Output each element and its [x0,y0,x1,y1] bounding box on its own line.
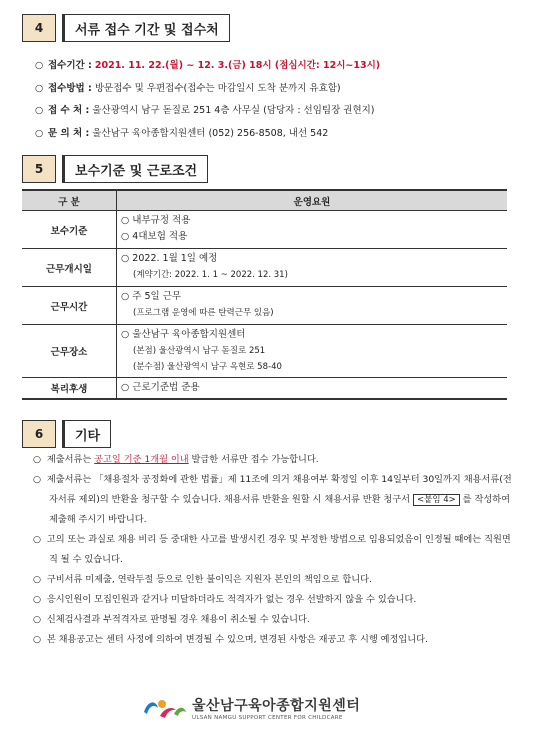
list-item: ○ 접수방법 : 방문접수 및 우편접수(접수는 마감일시 도착 분까지 유효함) [35,78,380,101]
circle-bullet-icon: ○ [35,82,44,94]
table-row: 복리후생 ○ 근로기준법 준용 [22,378,507,400]
section-number: 4 [22,14,56,42]
list-item: ○ 고의 또는 과실로 채용 비리 등 중대한 사고를 발생시킨 경우 및 부정한 방법으로 임용되었음이 인정될 때에는 직원면직 될 수 있습니다. [33,534,511,565]
list-item: ○ 제출서류는 공고일 기준 1개월 이내 발급한 서류만 접수 가능합니다. [33,454,319,465]
section-title: 기타 [62,420,111,448]
section-number: 5 [22,155,56,183]
circle-bullet-icon: ○ [35,105,44,116]
list-item: ○ 접수기간 : 2021. 11. 22.(월) ~ 12. 3.(금) 18시 (점심시간: 12시~13시) [35,55,380,78]
circle-bullet-icon: ○ [35,60,44,71]
section-4-header [22,14,230,42]
list-item: ○ 신체검사결과 부적격자로 판명될 경우 채용이 취소될 수 있습니다. [33,614,310,625]
section-title: 보수기준 및 근로조건 [62,155,208,183]
circle-bullet-icon: ○ [35,127,44,139]
column-header: 운영요원 [117,190,508,211]
row-category: 복리후생 [22,378,117,400]
list-item: ○ 문 의 처 : 울산남구 육아종합지원센터 (052) 256-8508, 내선 542 [35,123,380,146]
section-6-header [22,420,111,448]
table-row: 보수기준 ○ 내부규정 적용 ○ 4대보험 적용 [22,211,507,249]
section-title: 서류 접수 기간 및 접수처 [62,14,230,42]
table-row: 근무시간 ○ 주 5일 근무 (프로그램 운영에 따른 탄력근무 있음) [22,287,507,325]
list-item: ○ 응시인원이 모집인원과 같거나 미달하더라도 적격자가 없는 경우 선발하지 않을 수 있습니다. [33,594,417,605]
section-5-header [22,155,208,183]
conditions-table [22,189,507,400]
section-number: 6 [22,420,56,448]
column-header: 구 분 [22,190,117,211]
notes-list [33,450,513,650]
center-logo [140,695,360,721]
list-item: ○ 접 수 처 : 울산광역시 남구 돋질로 251 4층 사무실 (담당자 : 선임팀장 권현지) [35,100,380,123]
table-header-row [22,190,507,211]
center-name: 울산남구육아종합지원센터 [192,698,361,714]
center-logo-icon [140,696,188,720]
row-category: 근무개시일 [22,249,117,287]
list-item: ○ 제출서류는 「채용절차 공정화에 관한 법률」제 11조에 의거 채용여부 확정일 이후 14일부터 30일까지 채용서류(전자서류 제외)의 반환을 청구할 수 있습니다. 채용서류 반환을 원할 시 채용서류 반환 청구서 <붙임 4> 를 작성하여 제출해 주시기 바랍니다. [33,474,512,525]
row-category: 근무시간 [22,287,117,325]
row-category: 근무장소 [22,325,117,378]
highlight-text: 공고일 기준 1개월 이내 [94,454,189,465]
application-info-list [35,55,380,145]
list-item: ○ 본 채용공고는 센터 사정에 의하여 변경될 수 있으며, 변경된 사항은 재공고 후 시행 예정입니다. [33,634,428,645]
application-period: 2021. 11. 22.(월) ~ 12. 3.(금) 18시 (점심시간: 12시~13시) [94,60,381,71]
table-row: 근무장소 ○ 울산남구 육아종합지원센터 (본점) 울산광역시 남구 돋질로 251 (분수점) 울산광역시 남구 옥현로 58-40 [22,325,507,378]
attachment-ref: <붙임 4> [413,494,460,506]
list-item: ○ 구비서류 미제출, 연락두절 등으로 인한 불이익은 지원자 본인의 책임으로 합니다. [33,574,372,585]
table-row: 근무개시일 ○ 2022. 1월 1일 예정 (계약기간: 2022. 1. 1 ~ 2022. 12. 31) [22,249,507,287]
center-name-en: ULSAN NAMGU SUPPORT CENTER FOR CHILDCARE [192,715,343,721]
row-category: 보수기준 [22,211,117,249]
